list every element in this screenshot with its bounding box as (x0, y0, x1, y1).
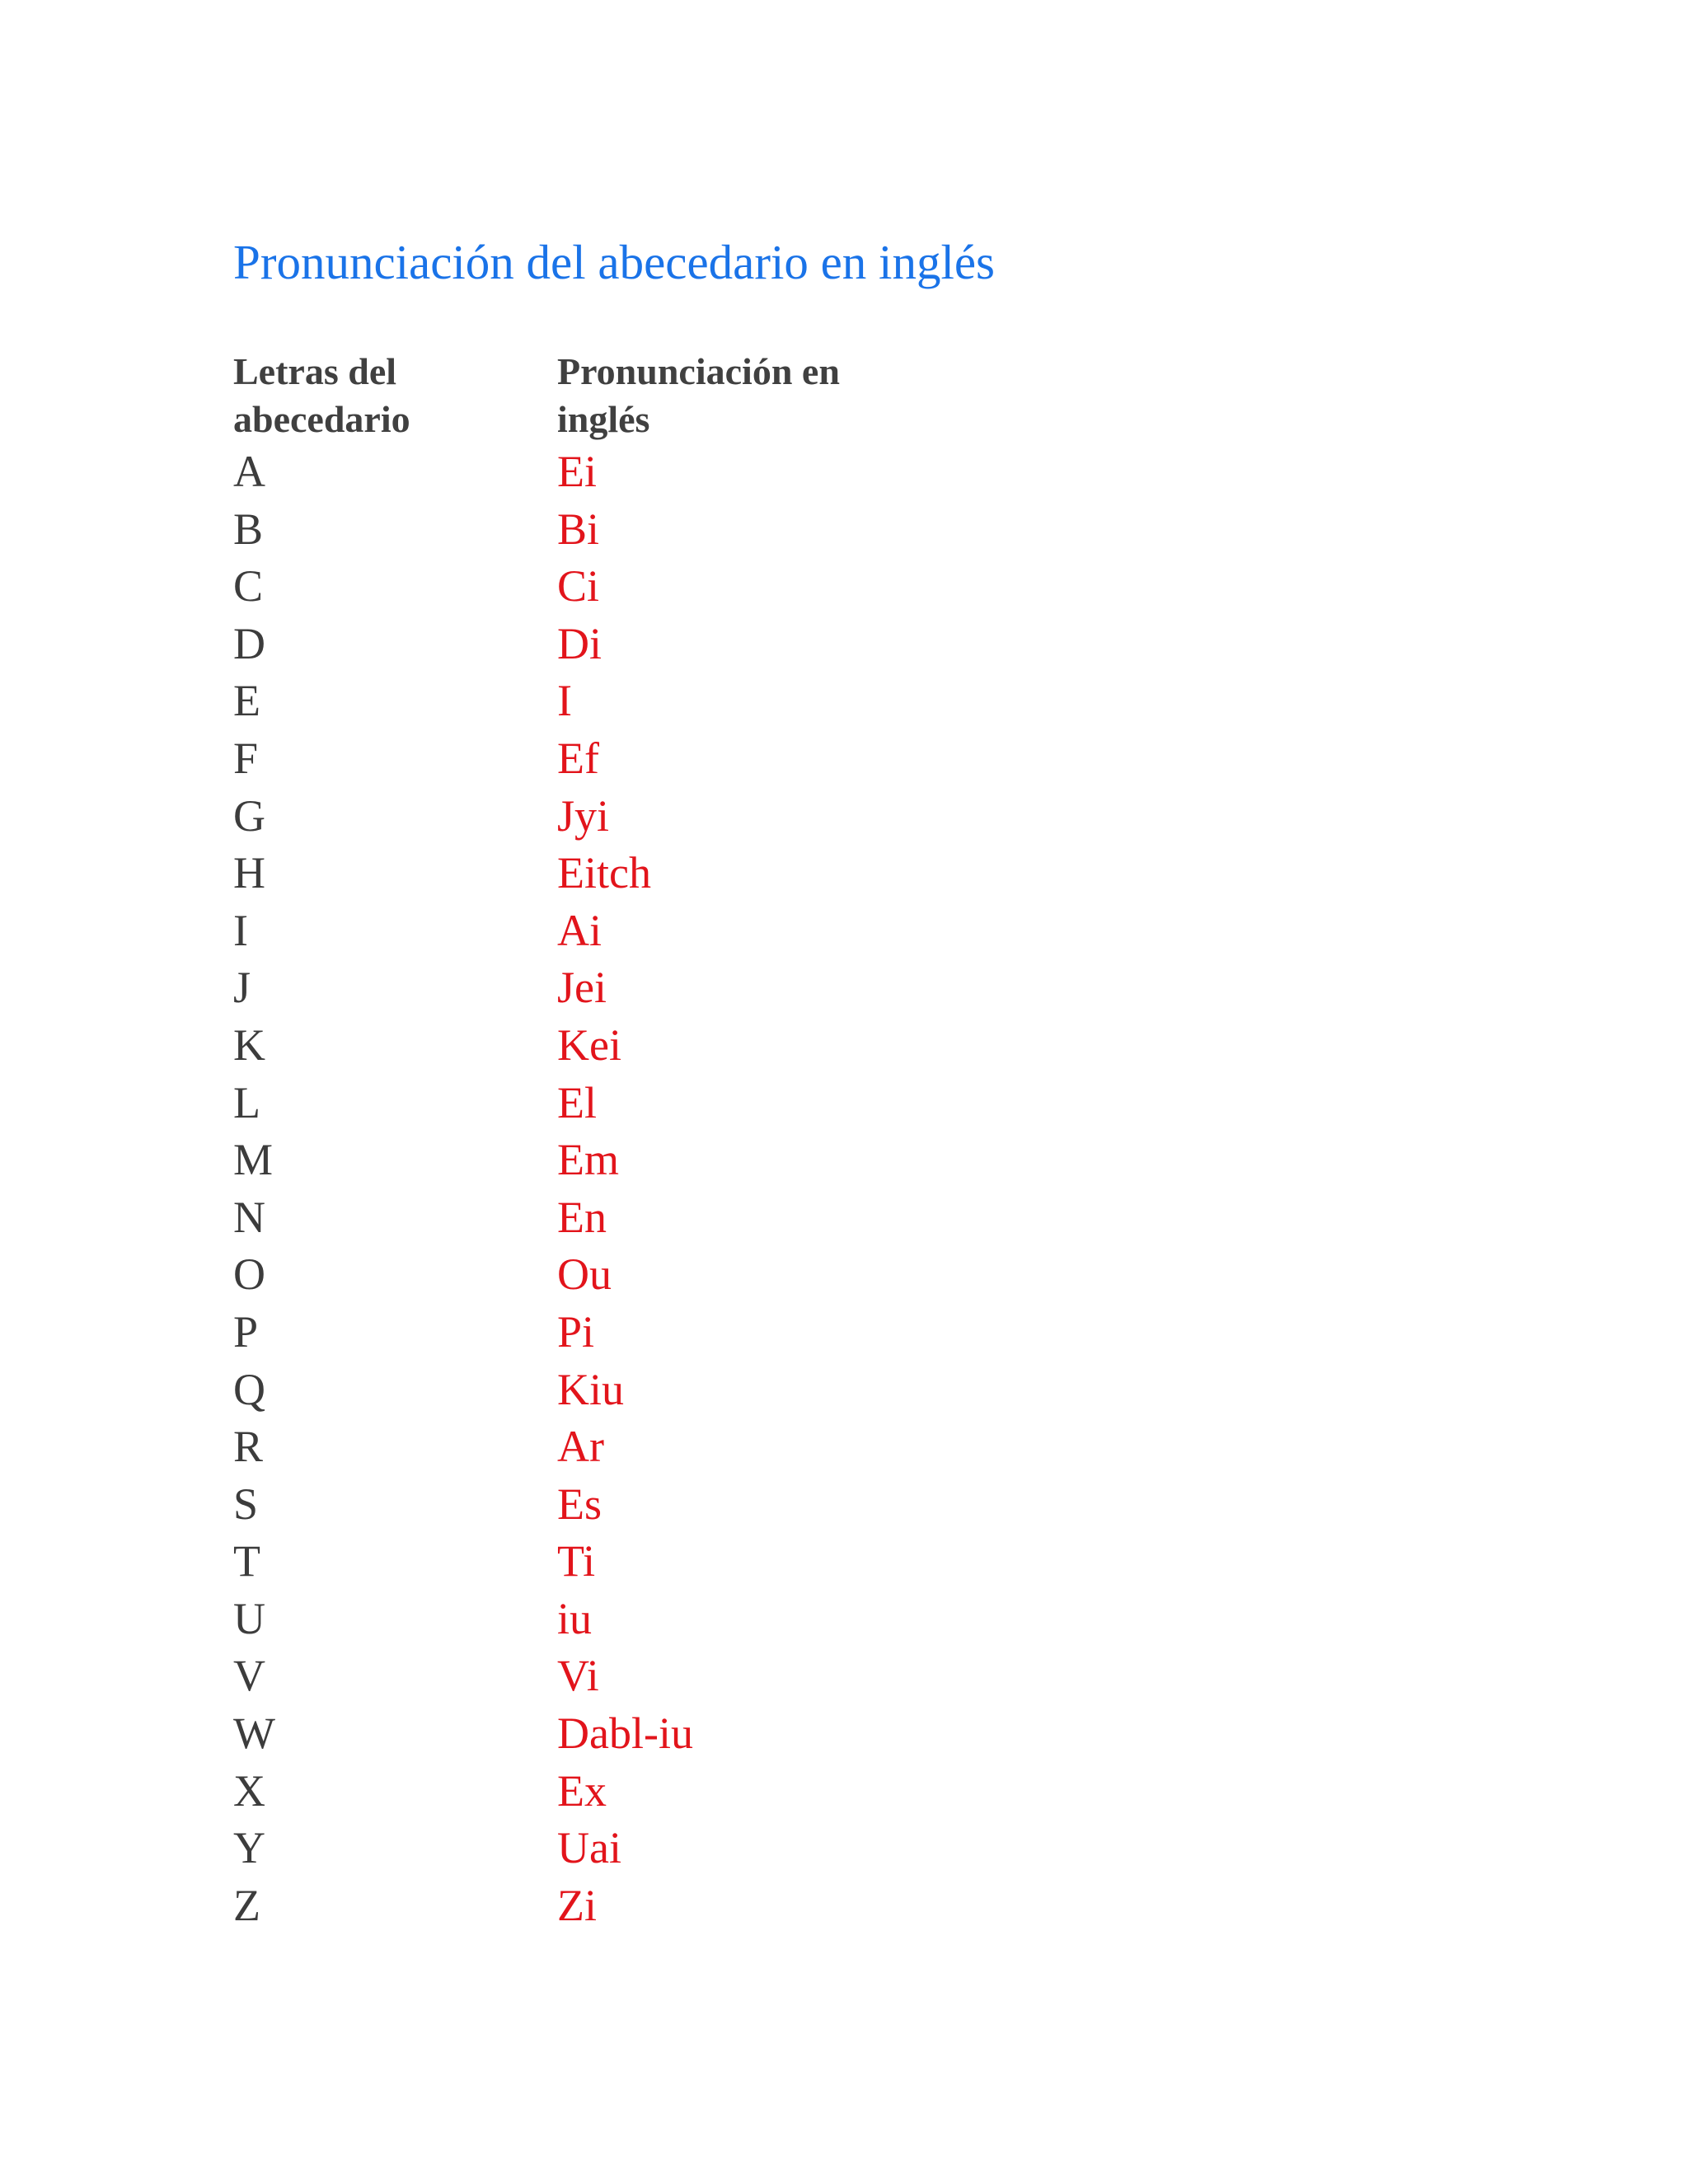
letter-cell: T (233, 1536, 260, 1586)
pronunciation-cell: Vi (557, 1651, 599, 1701)
table-row (233, 1189, 975, 1247)
pronunciation-cell: Pi (557, 1306, 595, 1357)
pronunciation-cell: Kiu (557, 1364, 624, 1414)
table-row (233, 616, 975, 673)
pronunciation-cell: Ex (557, 1765, 607, 1816)
table-row (233, 1877, 975, 1935)
letter-cell: A (233, 447, 265, 496)
table-row (233, 1820, 975, 1877)
table-row (233, 1017, 975, 1075)
pronunciation-cell: Ti (557, 1536, 596, 1586)
pronunciation-cell: Ai (557, 905, 602, 955)
pronunciation-cell: Bi (557, 504, 600, 554)
letter-cell: V (233, 1651, 265, 1701)
letter-cell: K (233, 1019, 265, 1070)
letter-cell: E (233, 676, 260, 726)
pronunciation-cell: Es (557, 1479, 602, 1529)
table-row (233, 673, 975, 730)
pronunciation-cell: Eitch (557, 848, 651, 898)
pronunciation-cell: Di (557, 618, 602, 668)
letter-cell: U (233, 1593, 265, 1643)
letter-cell: N (233, 1192, 265, 1242)
pronunciation-cell: En (557, 1192, 607, 1242)
letter-cell: D (233, 618, 265, 668)
table-body (233, 443, 975, 1934)
table-row (233, 1246, 975, 1304)
table-row (233, 845, 975, 902)
pronunciation-cell: Em (557, 1135, 619, 1185)
pronunciation-cell: Ou (557, 1249, 612, 1300)
table-row (233, 501, 975, 559)
pronunciation-cell: iu (557, 1593, 593, 1643)
pronunciation-cell: Uai (557, 1823, 621, 1873)
letter-cell: R (233, 1422, 264, 1472)
pronunciation-cell: Ei (557, 447, 597, 496)
letter-cell: G (233, 790, 265, 841)
letter-cell: X (233, 1765, 265, 1816)
table-row (233, 959, 975, 1017)
pronunciation-cell: Dabl-iu (557, 1708, 693, 1759)
letter-cell: Z (233, 1880, 260, 1930)
header-pronunciation: Pronunciación en inglés (557, 350, 840, 440)
pronunciation-cell: Ar (557, 1422, 604, 1472)
letter-cell: L (233, 1077, 260, 1127)
table-row (233, 1476, 975, 1534)
letter-cell: F (233, 733, 259, 783)
pronunciation-cell: Zi (557, 1880, 597, 1930)
table-row (233, 788, 975, 846)
letter-cell: O (233, 1249, 265, 1300)
table-row (233, 1132, 975, 1189)
alphabet-table (233, 348, 975, 1934)
letter-cell: S (233, 1479, 259, 1529)
pronunciation-cell: Ci (557, 561, 600, 612)
page-title: Pronunciación del abecedario en inglés (233, 235, 995, 289)
letter-cell: Y (233, 1823, 265, 1873)
table-row (233, 1647, 975, 1705)
pronunciation-cell: Ef (557, 733, 599, 783)
letter-cell: W (233, 1708, 275, 1759)
letter-cell: I (233, 905, 248, 955)
letter-cell: C (233, 561, 264, 612)
letter-cell: M (233, 1135, 274, 1185)
pronunciation-cell: Kei (557, 1019, 621, 1070)
letter-cell: B (233, 504, 264, 554)
pronunciation-cell: Jyi (557, 790, 610, 841)
table-row (233, 730, 975, 788)
table-row (233, 1304, 975, 1361)
table-row (233, 902, 975, 960)
pronunciation-cell: I (557, 676, 572, 726)
table-row (233, 1533, 975, 1591)
header-letters: Letras del abecedario (233, 350, 410, 440)
table-row (233, 558, 975, 616)
table-row (233, 443, 975, 501)
letter-cell: Q (233, 1364, 265, 1414)
table-row (233, 1705, 975, 1763)
letter-cell: P (233, 1306, 259, 1357)
table-row (233, 1075, 975, 1132)
table-row (233, 1361, 975, 1419)
pronunciation-cell: El (557, 1077, 597, 1127)
table-row (233, 1418, 975, 1476)
table-row (233, 1763, 975, 1821)
pronunciation-cell: Jei (557, 963, 607, 1013)
letter-cell: J (233, 963, 251, 1013)
table-header-row (233, 348, 975, 443)
letter-cell: H (233, 848, 265, 898)
table-row (233, 1591, 975, 1648)
